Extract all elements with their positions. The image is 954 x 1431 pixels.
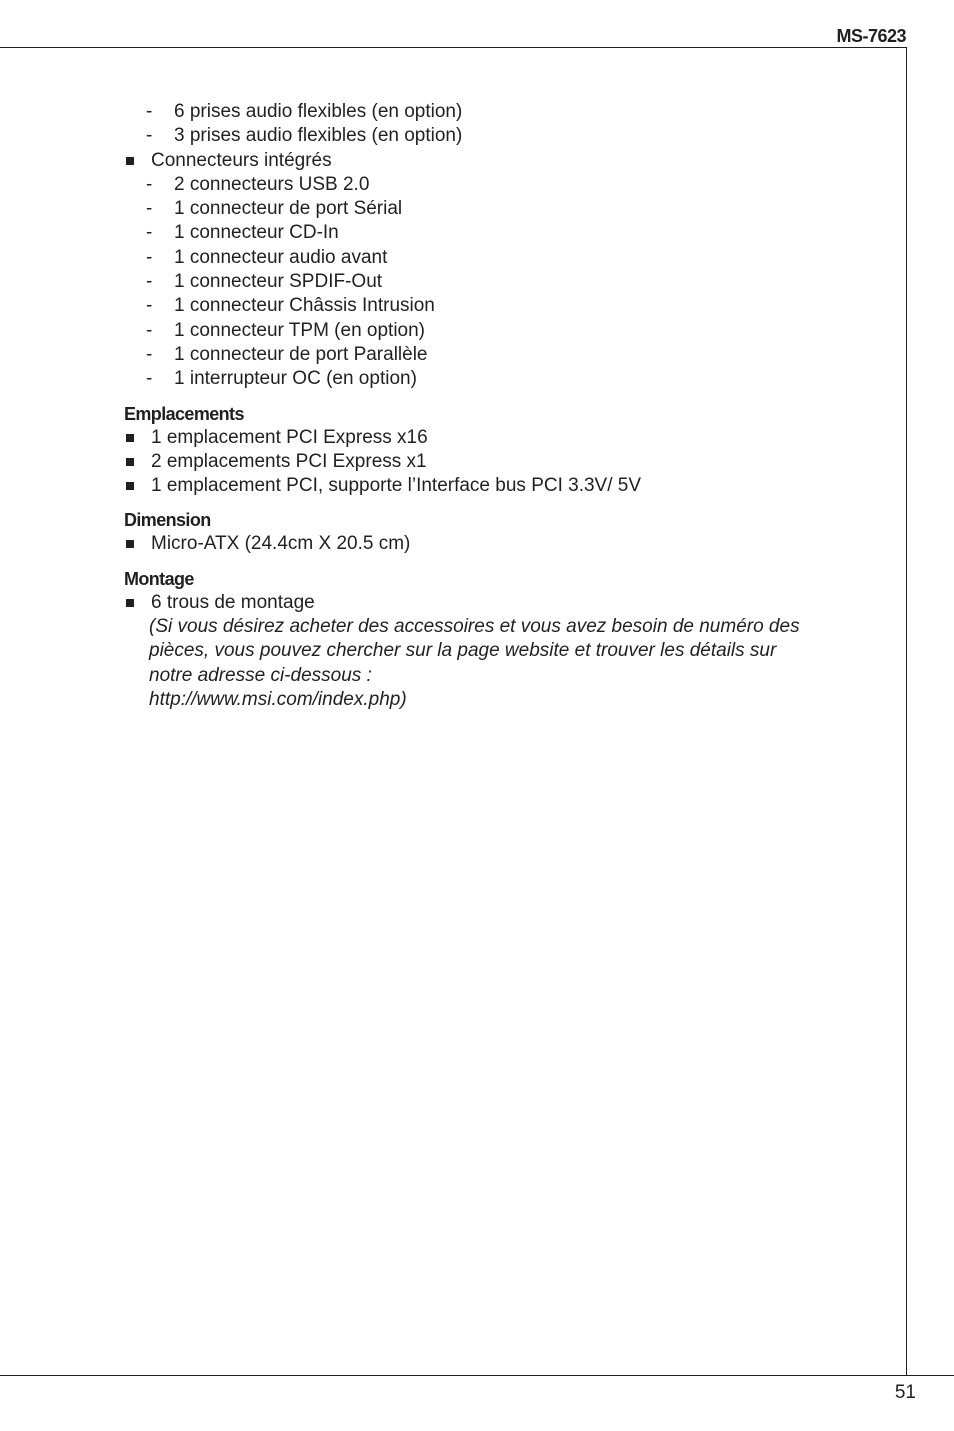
bullet-item: 6 trous de montage <box>124 591 864 615</box>
list-item: - 2 connecteurs USB 2.0 <box>146 173 370 195</box>
bullet-item: 1 emplacement PCI Express x16 <box>124 426 864 450</box>
header-rule <box>0 47 907 48</box>
mounting-heading: Montage <box>124 568 194 589</box>
bullet-icon <box>126 599 134 607</box>
list-item: - 1 interrupteur OC (en option) <box>146 368 417 390</box>
list-item: - 1 connecteur Châssis Intrusion <box>146 295 435 317</box>
bullet-icon <box>126 540 134 548</box>
mounting-note-url: http://www.msi.com/index.php) <box>149 688 407 710</box>
list-item: - 6 prises audio flexibles (en option) <box>146 101 463 122</box>
list-item: - 1 connecteur de port Sérial <box>146 198 403 220</box>
dimension-heading: Dimension <box>124 510 211 531</box>
mounting-note-line: notre adresse ci-dessous : <box>149 664 372 686</box>
page-number: 51 <box>894 1382 916 1403</box>
bullet-item: 2 emplacements PCI Express x1 <box>124 450 864 474</box>
list-item: - 1 connecteur audio avant <box>146 246 388 268</box>
bullet-icon <box>126 482 134 490</box>
bullet-item: Micro-ATX (24.4cm X 20.5 cm) <box>124 532 864 556</box>
list-item: - 1 connecteur de port Parallèle <box>146 343 428 365</box>
right-margin-rule <box>906 47 907 1376</box>
model-label: MS-7623 <box>836 26 906 46</box>
bullet-icon <box>126 157 134 165</box>
bullet-item: 1 emplacement PCI, supporte l’Interface bus PCI 3.3V/ 5V <box>124 474 864 498</box>
list-item: - 3 prises audio flexibles (en option) <box>146 125 463 147</box>
slots-heading: Emplacements <box>124 403 244 424</box>
mounting-note-line: pièces, vous pouvez chercher sur la page website et trouver les détails sur <box>149 640 777 662</box>
bullet-icon <box>126 434 134 442</box>
bullet-item-connectors: Connecteurs intégrés <box>124 149 864 173</box>
bullet-icon <box>126 458 134 466</box>
spec-content <box>124 100 864 712</box>
list-item: - 1 connecteur SPDIF-Out <box>146 271 383 293</box>
footer-rule <box>0 1375 954 1376</box>
mounting-note-line: (Si vous désirez acheter des accessoires et vous avez besoin de numéro des <box>149 616 800 638</box>
list-item: - 1 connecteur TPM (en option) <box>146 319 426 341</box>
list-item: - 1 connecteur CD-In <box>146 222 339 244</box>
